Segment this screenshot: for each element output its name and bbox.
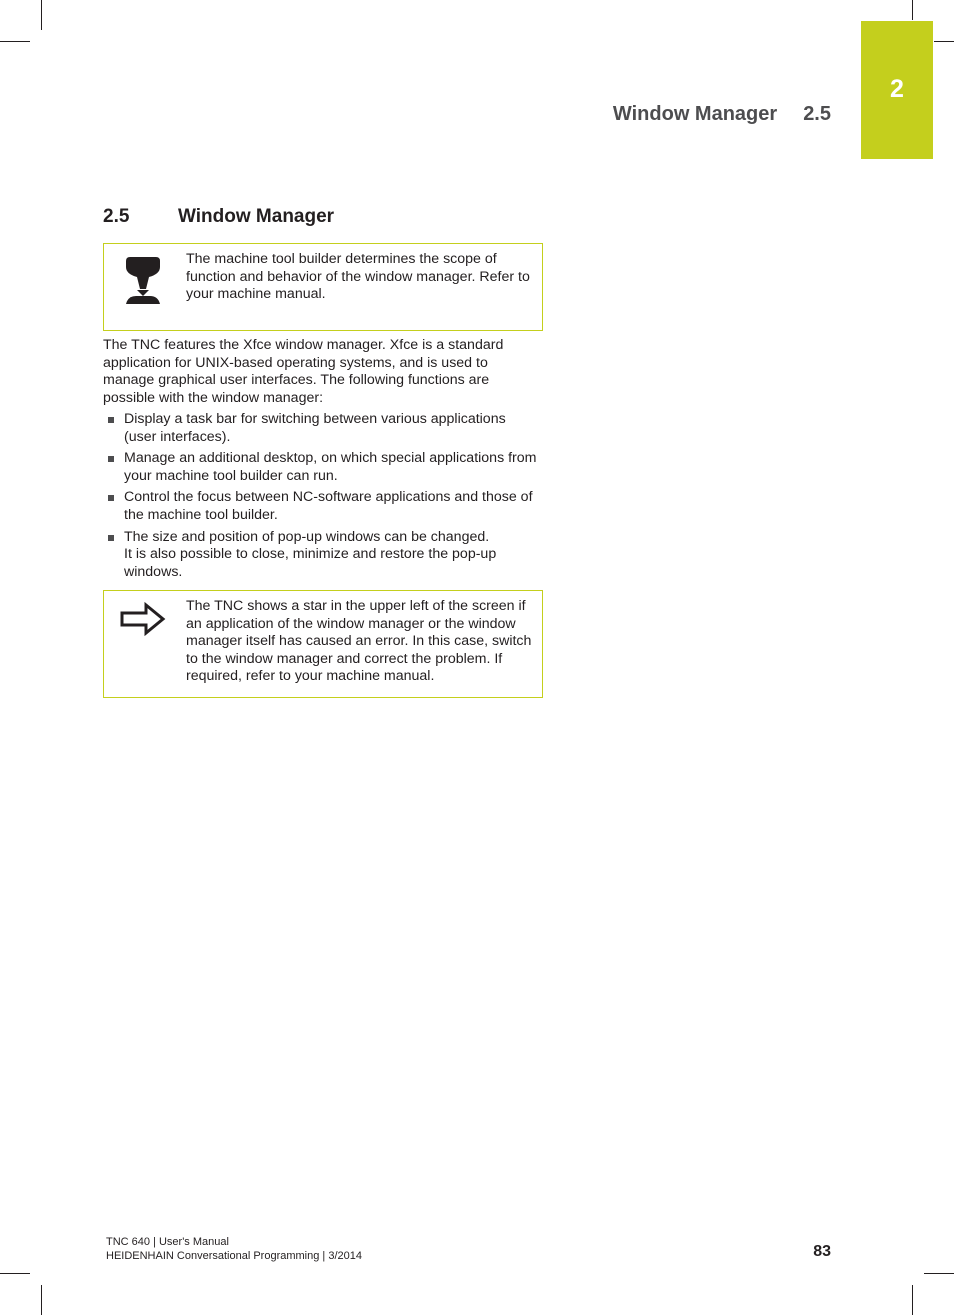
machine-spindle-icon [118, 255, 168, 307]
tip-note-text: The TNC shows a star in the upper left of the screen if an application of the window manager or the window manager itself has caused an error. In this case, switch to the window manager and correct the problem. If required, refer to your machine manual. [186, 598, 532, 685]
section-number: 2.5 [103, 206, 130, 227]
section-title: Window Manager [178, 206, 335, 227]
bullet-square-icon [108, 417, 114, 423]
tip-note-box [103, 590, 543, 698]
list-item-text: The size and position of pop-up windows can be changed. [124, 528, 490, 545]
intro-paragraph: The TNC features the Xfce window manager. Xfce is a standard application for UNIX-based operating systems, and is used to manage graphical user interfaces. The following functions are possible with the window manager: [103, 337, 504, 406]
crop-mark [0, 41, 30, 42]
crop-mark [934, 41, 954, 42]
section-heading [103, 206, 334, 228]
footer-manual-title: TNC 640 | User's Manual [106, 1236, 229, 1248]
running-head-number: 2.5 [803, 103, 831, 125]
crop-mark [41, 0, 42, 30]
crop-mark [0, 1273, 30, 1274]
bullet-square-icon [108, 495, 114, 501]
bullet-square-icon [108, 535, 114, 541]
page-footer [106, 1235, 362, 1263]
running-head-title: Window Manager [612, 103, 778, 125]
list-item [103, 450, 541, 485]
list-item [103, 529, 541, 582]
crop-mark [41, 1285, 42, 1315]
running-head [613, 103, 831, 126]
bullet-square-icon [108, 456, 114, 462]
crop-mark [912, 1285, 913, 1315]
machine-note-box [103, 243, 543, 331]
arrow-right-icon [118, 601, 168, 637]
list-item-text: Manage an additional desktop, on which special applications from your machine tool builder can run. [124, 450, 537, 484]
chapter-number: 2 [890, 75, 904, 103]
footer-edition: HEIDENHAIN Conversational Programming | 3/2014 [106, 1250, 362, 1262]
list-item [103, 489, 541, 524]
chapter-tab [861, 21, 933, 159]
list-item-text-continued: It is also possible to close, minimize and restore the pop-up windows. [124, 546, 497, 580]
list-item [103, 411, 541, 446]
function-list [103, 411, 541, 585]
list-item-text: Display a task bar for switching between various applications (user interfaces). [124, 411, 506, 445]
crop-mark [912, 0, 913, 20]
machine-note-text: The machine tool builder determines the scope of function and behavior of the window manager. Refer to your machine manual. [186, 251, 530, 303]
crop-mark [924, 1273, 954, 1274]
page-number: 83 [813, 1243, 831, 1260]
list-item-text: Control the focus between NC-software applications and those of the machine tool builder. [124, 489, 533, 523]
